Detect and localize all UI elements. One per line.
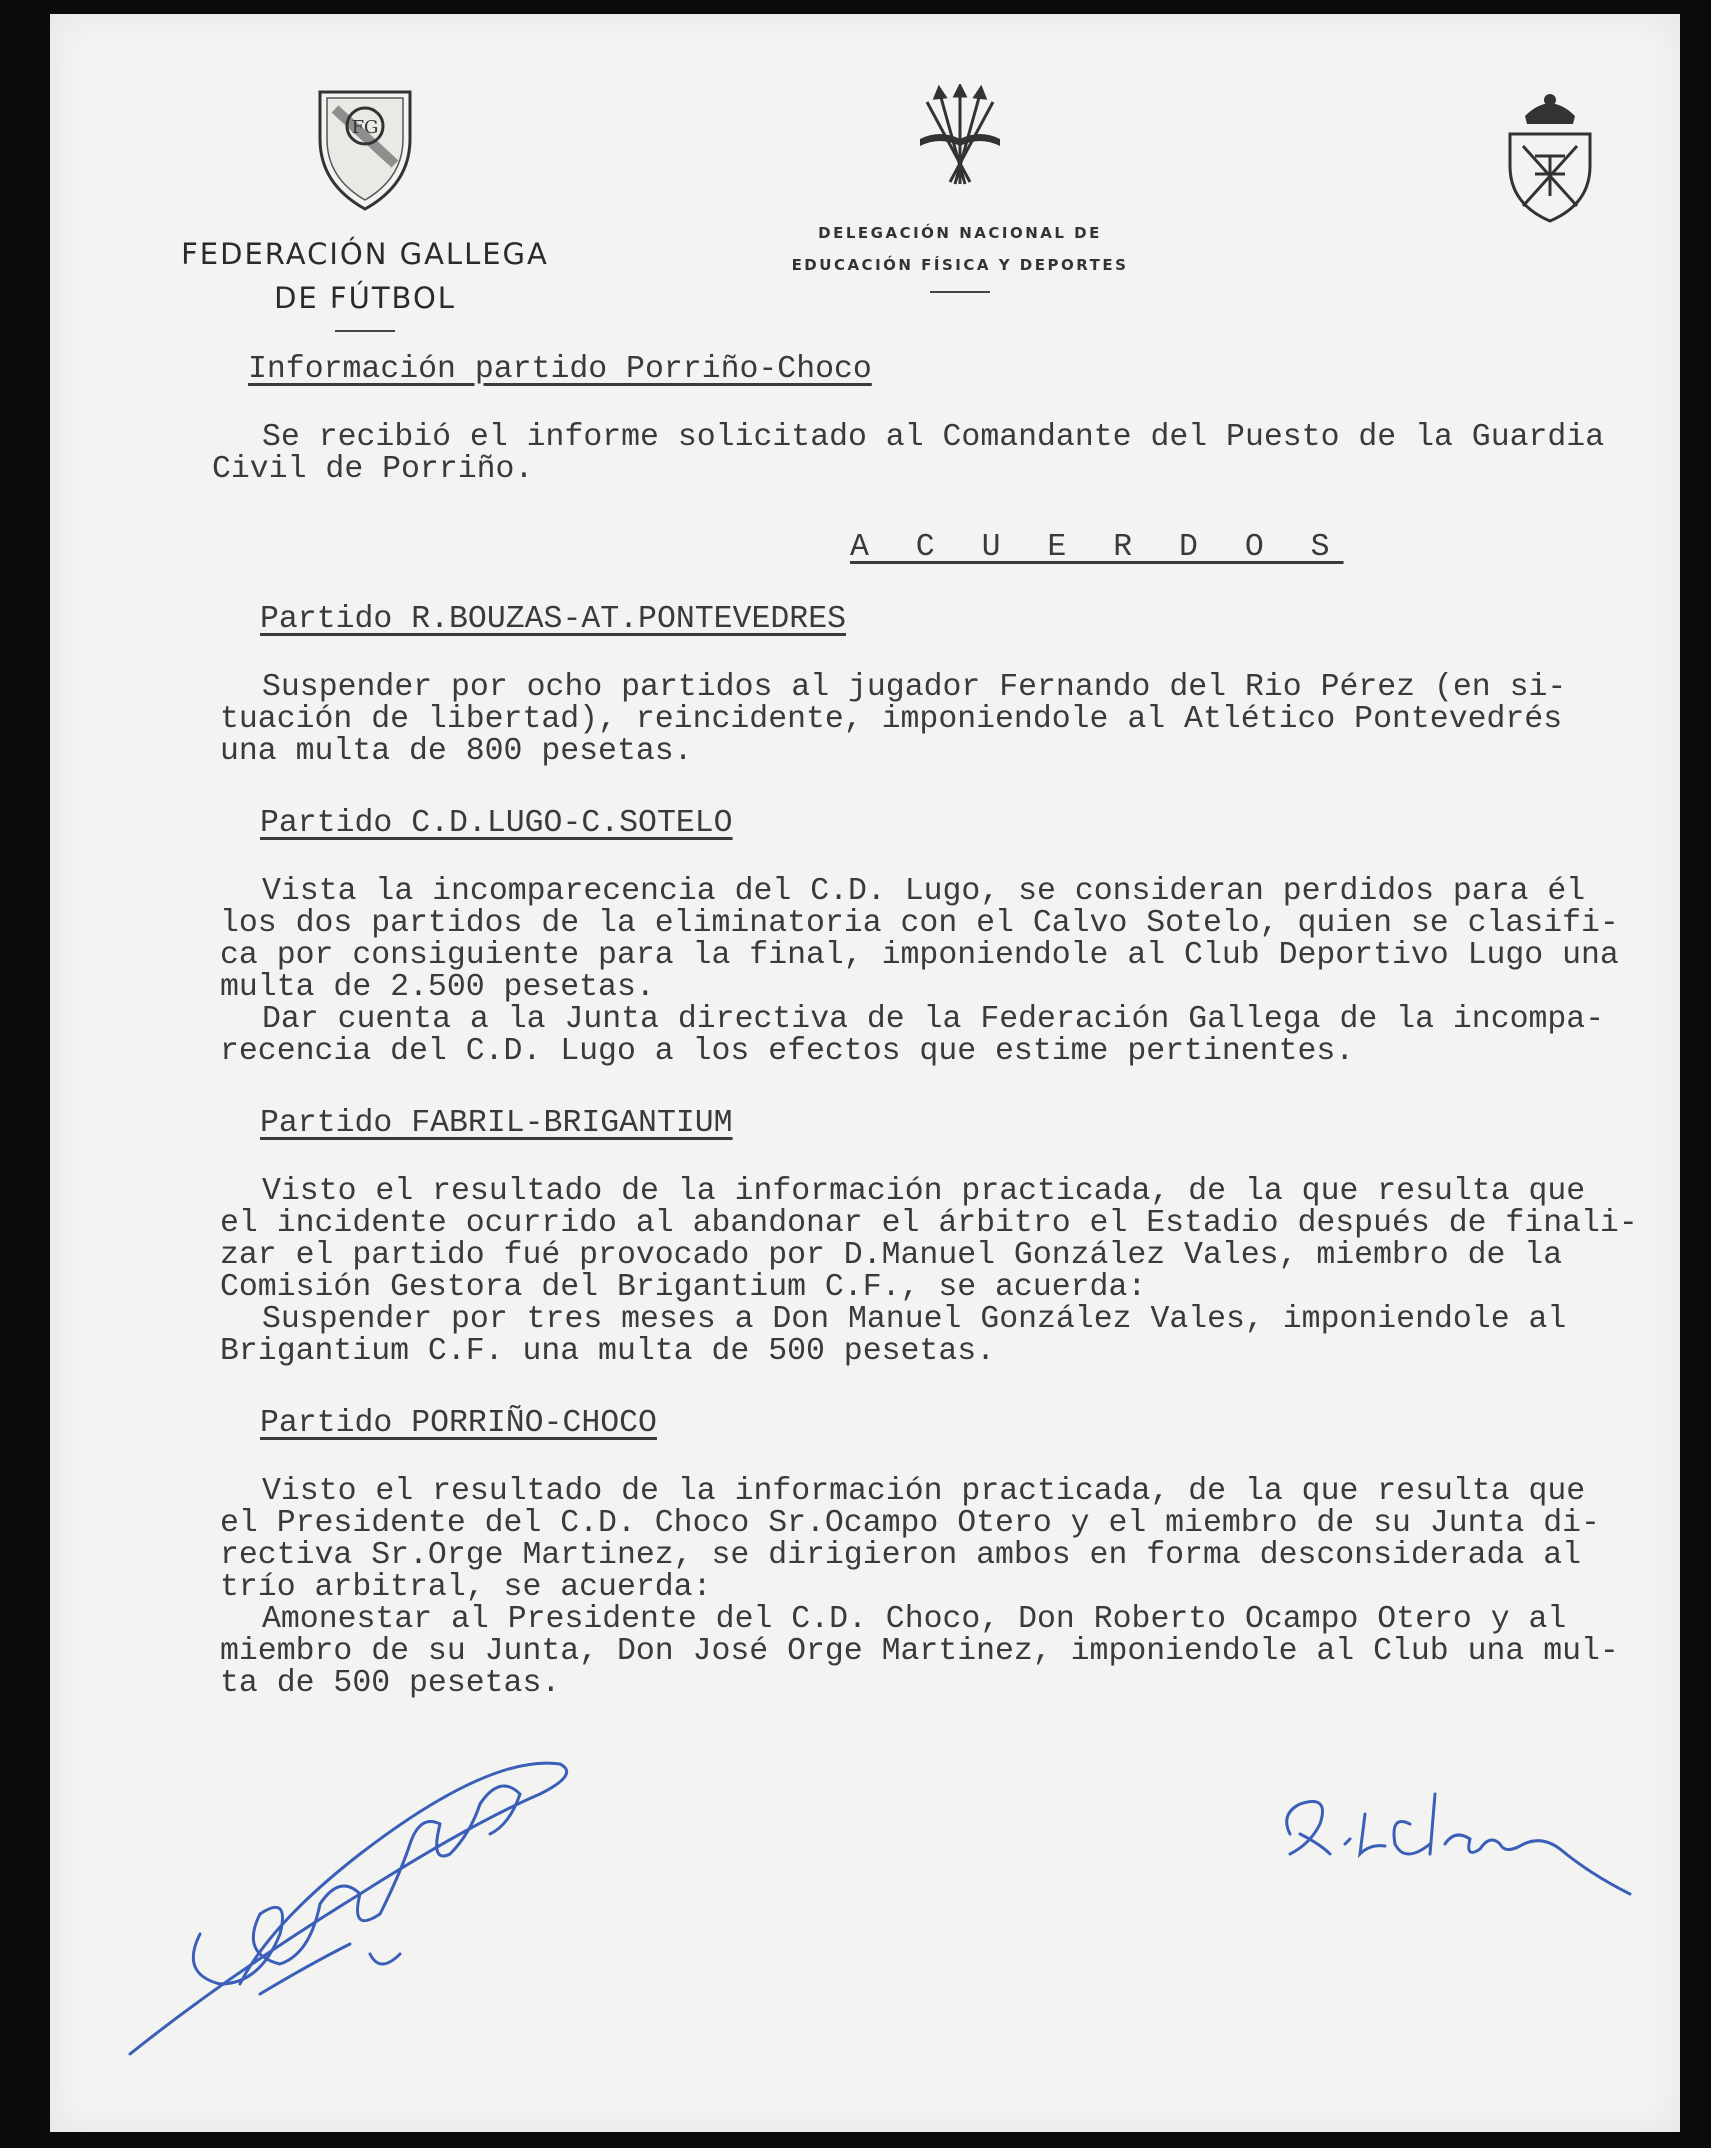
- info-title: Información partido Porriño-Choco: [248, 352, 872, 387]
- info-paragraph: [212, 420, 1700, 487]
- text-line: Se recibió el informe solicitado al Comandante del Puesto de la Guardia: [262, 420, 1605, 455]
- section-title-porrino: Partido PORRIÑO-CHOCO: [260, 1406, 657, 1441]
- text-line: Dar cuenta a la Junta directiva de la Federación Gallega de la incompa-: [262, 1002, 1605, 1037]
- federation-name-line1: FEDERACIÓN GALLEGA: [181, 237, 549, 271]
- delegation-rule: [930, 291, 990, 293]
- federation-name-line2: DE FÚTBOL: [274, 281, 456, 315]
- text-line: el Presidente del C.D. Choco Sr.Ocampo Otero y el miembro de su Junta di-: [220, 1506, 1600, 1541]
- delegation-header: [740, 84, 1180, 293]
- delegation-line2: EDUCACIÓN FÍSICA Y DEPORTES: [791, 256, 1129, 274]
- text-line: rectiva Sr.Orge Martinez, se dirigieron ambos en forma desconsiderada al: [220, 1538, 1582, 1573]
- delegation-name: [740, 217, 1180, 281]
- section-body-fabril: [220, 1176, 1700, 1368]
- text-line: ta de 500 pesetas.: [220, 1666, 561, 1701]
- document-sheet: [50, 14, 1680, 2132]
- acuerdos-heading: A C U E R D O S: [850, 530, 1344, 565]
- svg-text:FG: FG: [351, 117, 379, 138]
- text-line: Vista la incomparecencia del C.D. Lugo, se consideran perdidos para él: [262, 874, 1586, 909]
- text-line: miembro de su Junta, Don José Orge Martinez, imponiendole al Club una mul-: [220, 1634, 1619, 1669]
- text-line: multa de 2.500 pesetas.: [220, 970, 655, 1005]
- header-rule: [335, 330, 395, 332]
- text-line: una multa de 800 pesetas.: [220, 734, 693, 769]
- section-body-bouzas: [220, 672, 1700, 768]
- left-signature: [110, 1734, 590, 2074]
- text-line: Visto el resultado de la información practicada, de la que resulta que: [262, 1174, 1586, 1209]
- section-title-bouzas: Partido R.BOUZAS-AT.PONTEVEDRES: [260, 602, 846, 637]
- federation-crest-icon: [315, 84, 415, 214]
- yoke-arrows-emblem-icon: [915, 84, 1005, 194]
- text-line: ca por consiguiente para la final, imponiendole al Club Deportivo Lugo una: [220, 938, 1619, 973]
- text-line: Amonestar al Presidente del C.D. Choco, Don Roberto Ocampo Otero y al: [262, 1602, 1567, 1637]
- crowned-shield-icon: [1495, 86, 1605, 226]
- text-line: Suspender por tres meses a Don Manuel González Vales, imponiendole al: [262, 1302, 1567, 1337]
- section-body-lugo: [220, 876, 1700, 1068]
- delegation-line1: DELEGACIÓN NACIONAL DE: [818, 224, 1102, 242]
- text-line: zar el partido fué provocado por D.Manuel González Vales, miembro de la: [220, 1238, 1563, 1273]
- text-line: Visto el resultado de la información practicada, de la que resulta que: [262, 1474, 1586, 1509]
- text-line: tuación de libertad), reincidente, imponiendole al Atlético Pontevedrés: [220, 702, 1563, 737]
- section-body-porrino: [220, 1476, 1700, 1700]
- section-title-lugo: Partido C.D.LUGO-C.SOTELO: [260, 806, 733, 841]
- right-signature: [1270, 1774, 1650, 1914]
- text-line: trío arbitral, se acuerda:: [220, 1570, 712, 1605]
- text-line: Brigantium C.F. una multa de 500 pesetas.: [220, 1334, 996, 1369]
- text-line: Suspender por ocho partidos al jugador Fernando del Rio Pérez (en si-: [262, 670, 1567, 705]
- text-line: Comisión Gestora del Brigantium C.F., se acuerda:: [220, 1270, 1147, 1305]
- royal-crest: [1495, 86, 1605, 231]
- section-title-fabril: Partido FABRIL-BRIGANTIUM: [260, 1106, 733, 1141]
- text-line: los dos partidos de la eliminatoria con el Calvo Sotelo, quien se clasifi-: [220, 906, 1619, 941]
- federation-header: [145, 84, 585, 332]
- text-line: Civil de Porriño.: [212, 452, 534, 487]
- document-body: [160, 354, 1700, 1700]
- text-line: el incidente ocurrido al abandonar el árbitro el Estadio después de finali-: [220, 1206, 1638, 1241]
- text-line: recencia del C.D. Lugo a los efectos que estime pertinentes.: [220, 1034, 1355, 1069]
